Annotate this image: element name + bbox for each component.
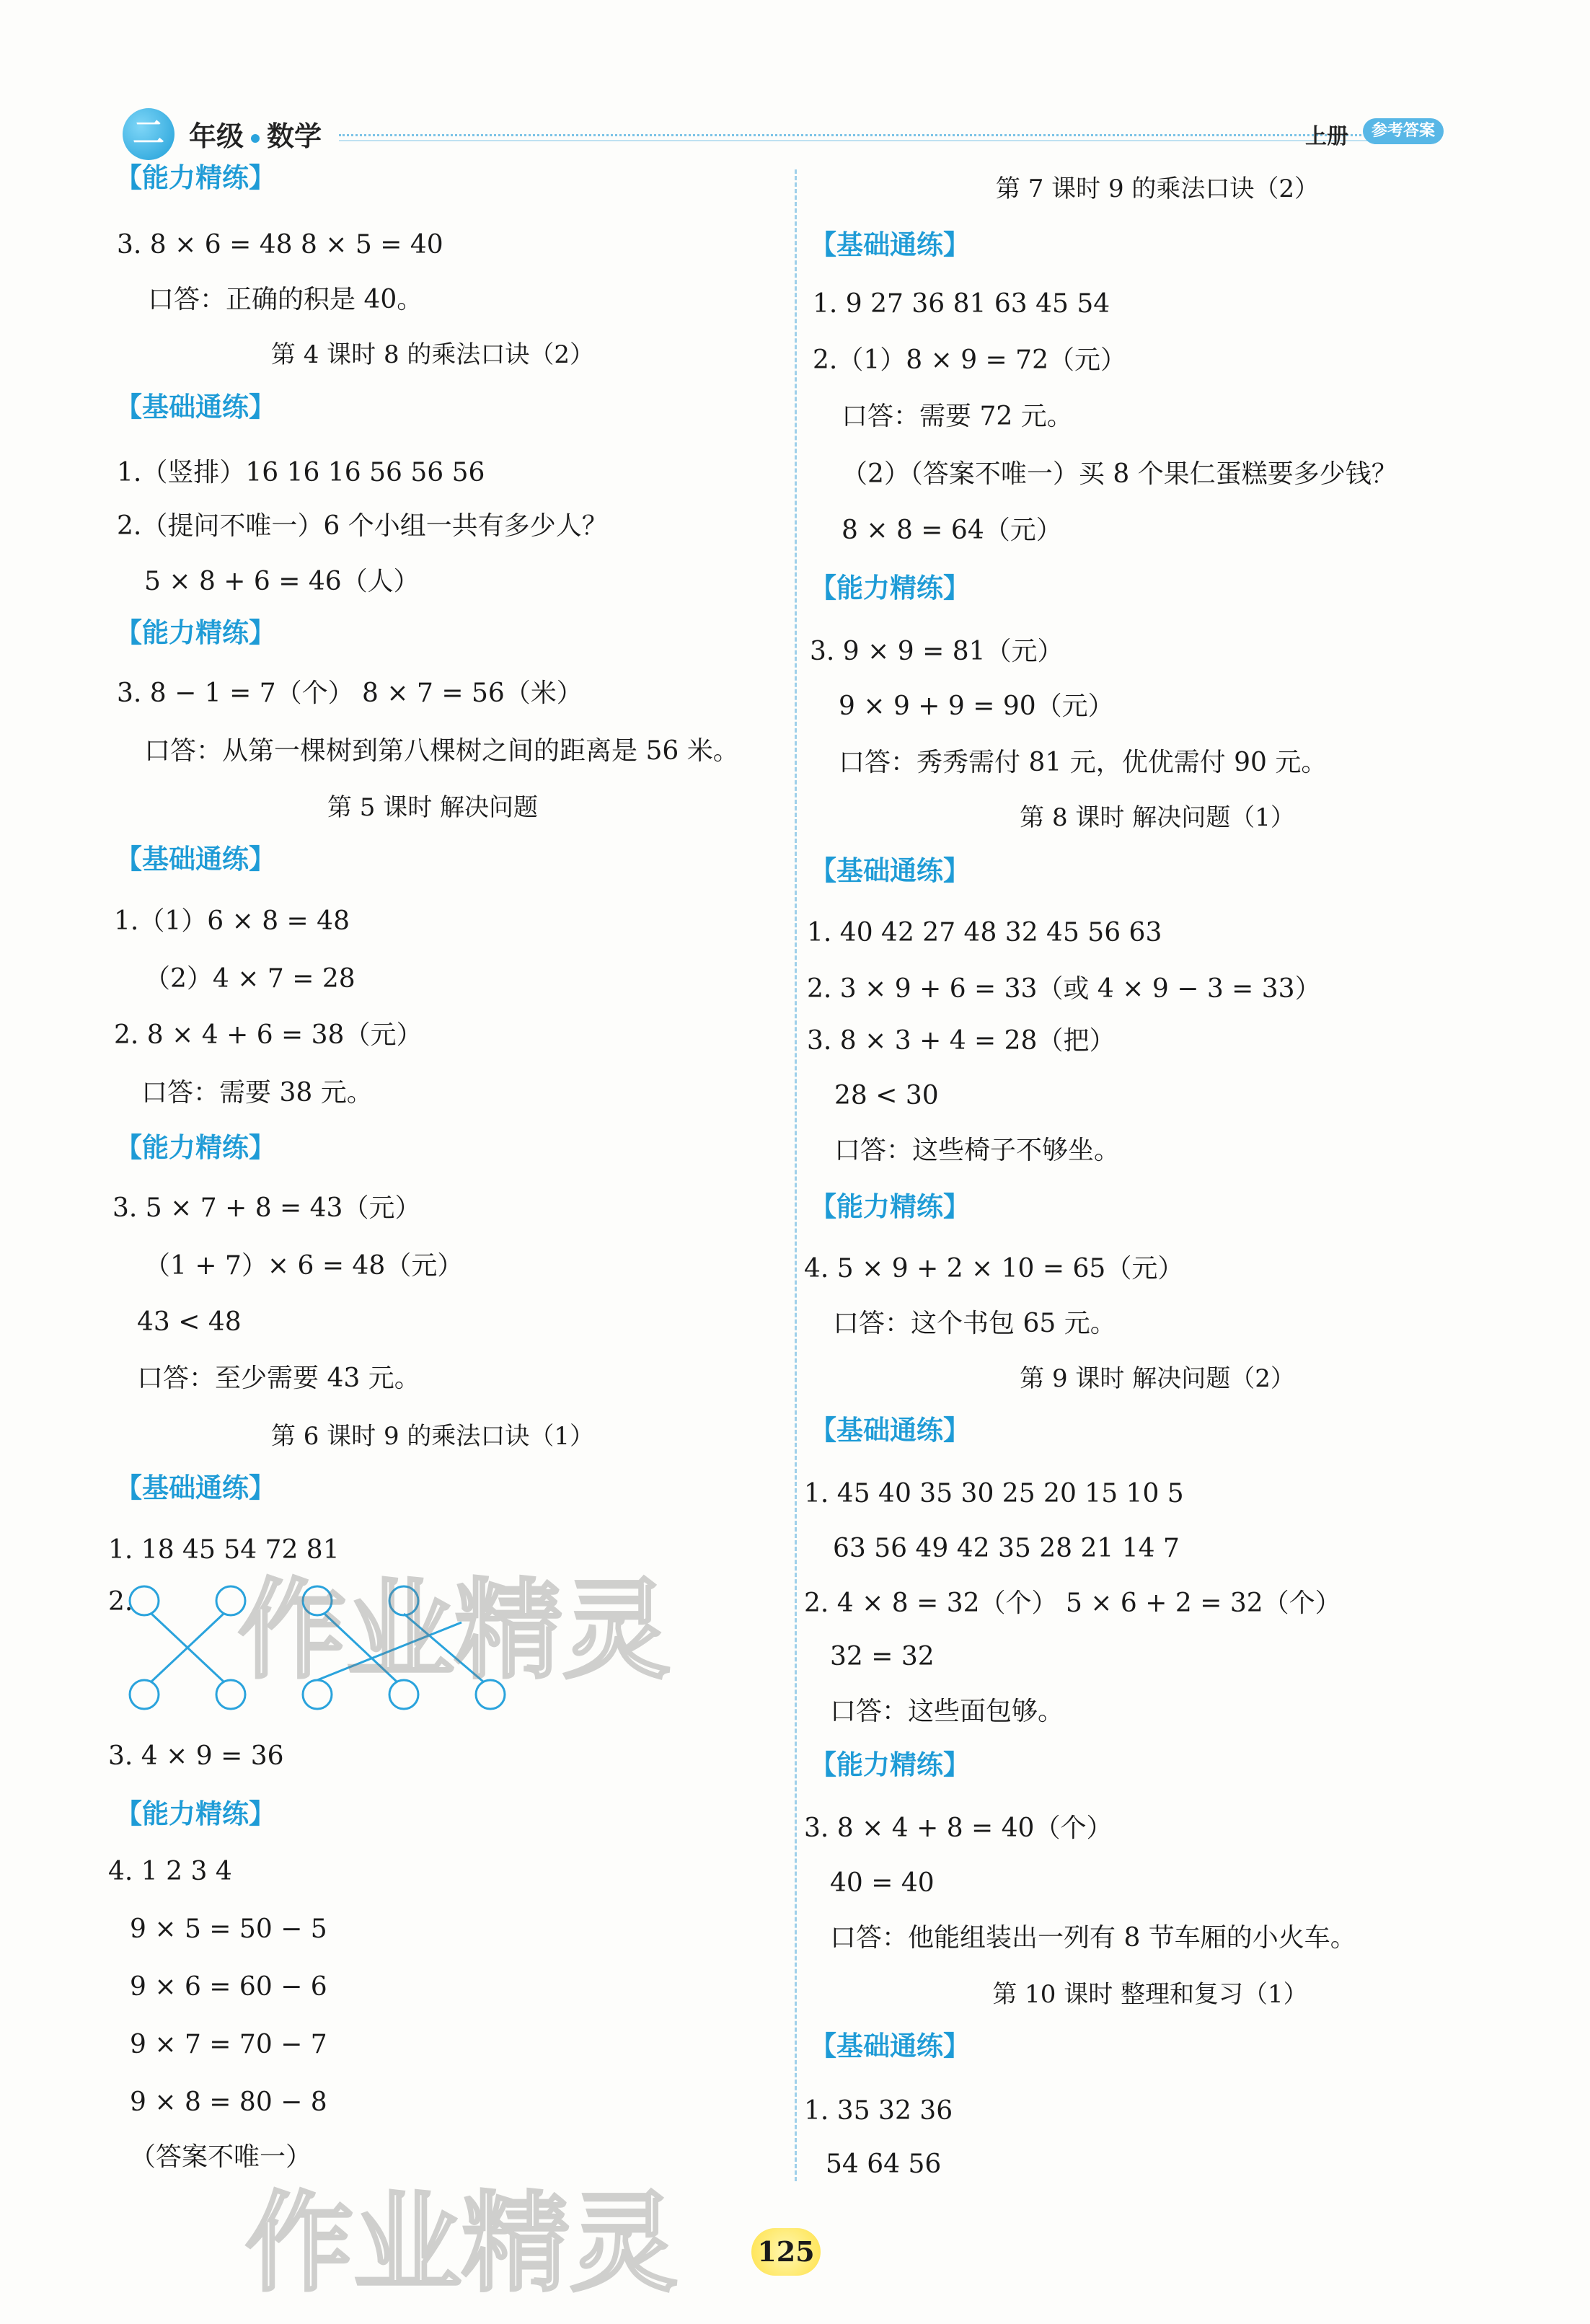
answer-line: 1. 35 32 36 (804, 2096, 953, 2126)
answer-line: （2）（答案不唯一）买 8 个果仁蛋糕要多少钱？ (842, 459, 1397, 489)
answer-line: 3. 9 × 9 = 81（元） (810, 637, 1064, 666)
section-heading: 【基础通练】 (810, 1415, 970, 1446)
answer-line: 9 × 7 = 70 − 7 (130, 2030, 327, 2059)
answer-line: 2. 4 × 8 = 32（个） 5 × 6 + 2 = 32（个） (804, 1589, 1341, 1618)
header-rule-solid (339, 140, 1370, 141)
answer-line: 9 × 5 = 50 − 5 (130, 1914, 327, 1944)
page-header (123, 108, 1464, 166)
answer-line: 口答：这个书包 65 元。 (833, 1309, 1116, 1338)
answer-badge: 参考答案 (1363, 118, 1444, 144)
answer-line: 40 = 40 (830, 1868, 935, 1898)
grade-subject-label (189, 114, 322, 154)
answer-line: 口答：需要 38 元。 (141, 1078, 373, 1108)
answer-line: 3. 5 × 7 + 8 = 43（元） (112, 1193, 421, 1223)
section-heading: 【能力精练】 (115, 162, 275, 193)
answer-line: 9 × 8 = 80 − 8 (130, 2087, 327, 2117)
lesson-title: 第 5 课时 解决问题 (327, 793, 539, 822)
circle-node (130, 1586, 159, 1615)
answer-line: 口答：这些面包够。 (830, 1697, 1064, 1726)
answer-line: 口答：这些椅子不够坐。 (834, 1136, 1121, 1165)
watermark: 作业精灵 (245, 2181, 679, 2307)
column-divider (795, 169, 797, 2181)
answer-line: 3. 8 − 1 = 7（个） 8 × 7 = 56（米） (117, 679, 583, 708)
answer-line: 2.（1）8 × 9 = 72（元） (813, 345, 1126, 375)
answer-line: 1. 18 45 54 72 81 (108, 1535, 340, 1565)
grade-label: 年级 (189, 120, 244, 152)
answer-line: 2. 8 × 4 + 6 = 38（元） (114, 1020, 423, 1050)
section-heading: 【能力精练】 (115, 1132, 275, 1163)
section-heading: 【能力精练】 (115, 617, 275, 648)
answer-line: 3. 8 × 6 = 48 8 × 5 = 40 (117, 230, 443, 260)
answer-line: 1. 40 42 27 48 32 45 56 63 (807, 918, 1162, 947)
lesson-title: 第 4 课时 8 的乘法口诀（2） (270, 340, 595, 369)
answer-line: 1.（竖排）16 16 16 56 56 56 (117, 458, 485, 487)
answer-line: 4. 1 2 3 4 (108, 1857, 232, 1886)
section-heading: 【基础通练】 (810, 229, 970, 260)
answer-line: 口答：至少需要 43 元。 (137, 1364, 420, 1393)
answer-line: 9 × 9 + 9 = 90（元） (839, 692, 1114, 721)
section-heading: 【基础通练】 (115, 1472, 275, 1503)
lesson-title: 第 6 课时 9 的乘法口诀（1） (270, 1422, 595, 1451)
dot-icon (251, 134, 260, 143)
lesson-title: 第 7 课时 9 的乘法口诀（2） (995, 174, 1320, 203)
answer-line: 4. 5 × 9 + 2 × 10 = 65（元） (804, 1254, 1184, 1283)
answer-line: 3. 8 × 4 + 8 = 40（个） (804, 1813, 1113, 1843)
answer-line: 口答：秀秀需付 81 元，优优需付 90 元。 (839, 748, 1328, 777)
subject-label: 数学 (267, 120, 322, 152)
lesson-title: 第 9 课时 解决问题（2） (1020, 1364, 1295, 1393)
lesson-title: 第 10 课时 整理和复习（1） (992, 1980, 1308, 2009)
page-number: 125 (751, 2228, 821, 2276)
section-heading: 【能力精练】 (810, 573, 970, 604)
answer-line: 54 64 56 (826, 2150, 942, 2179)
answer-line: 口答：正确的积是 40。 (148, 285, 423, 314)
section-heading: 【基础通练】 (810, 2031, 970, 2062)
lesson-title: 第 8 课时 解决问题（1） (1020, 803, 1295, 832)
circle-node (130, 1680, 159, 1709)
answer-line: 口答：他能组装出一列有 8 节车厢的小火车。 (830, 1923, 1356, 1953)
answer-line: 28 < 30 (834, 1081, 939, 1110)
answer-line: 8 × 8 = 64（元） (842, 516, 1062, 545)
section-heading: 【基础通练】 (115, 392, 275, 423)
answer-line: 1. 9 27 36 81 63 45 54 (813, 289, 1110, 319)
watermark: 作业精灵 (238, 1568, 671, 1694)
answer-line: 3. 8 × 3 + 4 = 28（把） (807, 1026, 1116, 1056)
section-heading: 【能力精练】 (810, 1749, 970, 1780)
answer-line: 1. 45 40 35 30 25 20 15 10 5 (804, 1479, 1184, 1508)
answer-line: 63 56 49 42 35 28 21 14 7 (833, 1534, 1180, 1563)
section-heading: 【能力精练】 (810, 1191, 970, 1222)
answer-line: 1.（1）6 × 8 = 48 (114, 906, 350, 936)
answer-line: 5 × 8 + 6 = 46（人） (144, 567, 420, 596)
answer-line: 口答：从第一棵树到第八棵树之间的距离是 56 米。 (144, 736, 739, 766)
header-rule (339, 134, 1370, 136)
answer-line: 2. 3 × 9 + 6 = 33（或 4 × 9 − 3 = 33） (807, 974, 1321, 1004)
answer-line: 口答：需要 72 元。 (842, 402, 1073, 431)
answer-line: （答案不唯一） (130, 2142, 312, 2172)
volume-label: 上册 (1305, 124, 1348, 149)
answer-line: 3. 4 × 9 = 36 (108, 1741, 284, 1771)
answer-line: （2）4 × 7 = 28 (144, 964, 355, 994)
grade-badge: 二 (123, 108, 175, 160)
answer-line: （1 + 7）× 6 = 48（元） (144, 1251, 464, 1281)
section-heading: 【基础通练】 (115, 844, 275, 875)
answer-line: 43 < 48 (137, 1307, 242, 1337)
section-heading: 【能力精练】 (115, 1798, 275, 1829)
section-heading: 【基础通练】 (810, 855, 970, 886)
answer-line: 9 × 6 = 60 − 6 (130, 1972, 327, 2002)
answer-line: 2. (108, 1587, 133, 1617)
answer-line: 32 = 32 (830, 1642, 935, 1671)
answer-line: 2.（提问不唯一）6 个小组一共有多少人？ (117, 511, 608, 541)
